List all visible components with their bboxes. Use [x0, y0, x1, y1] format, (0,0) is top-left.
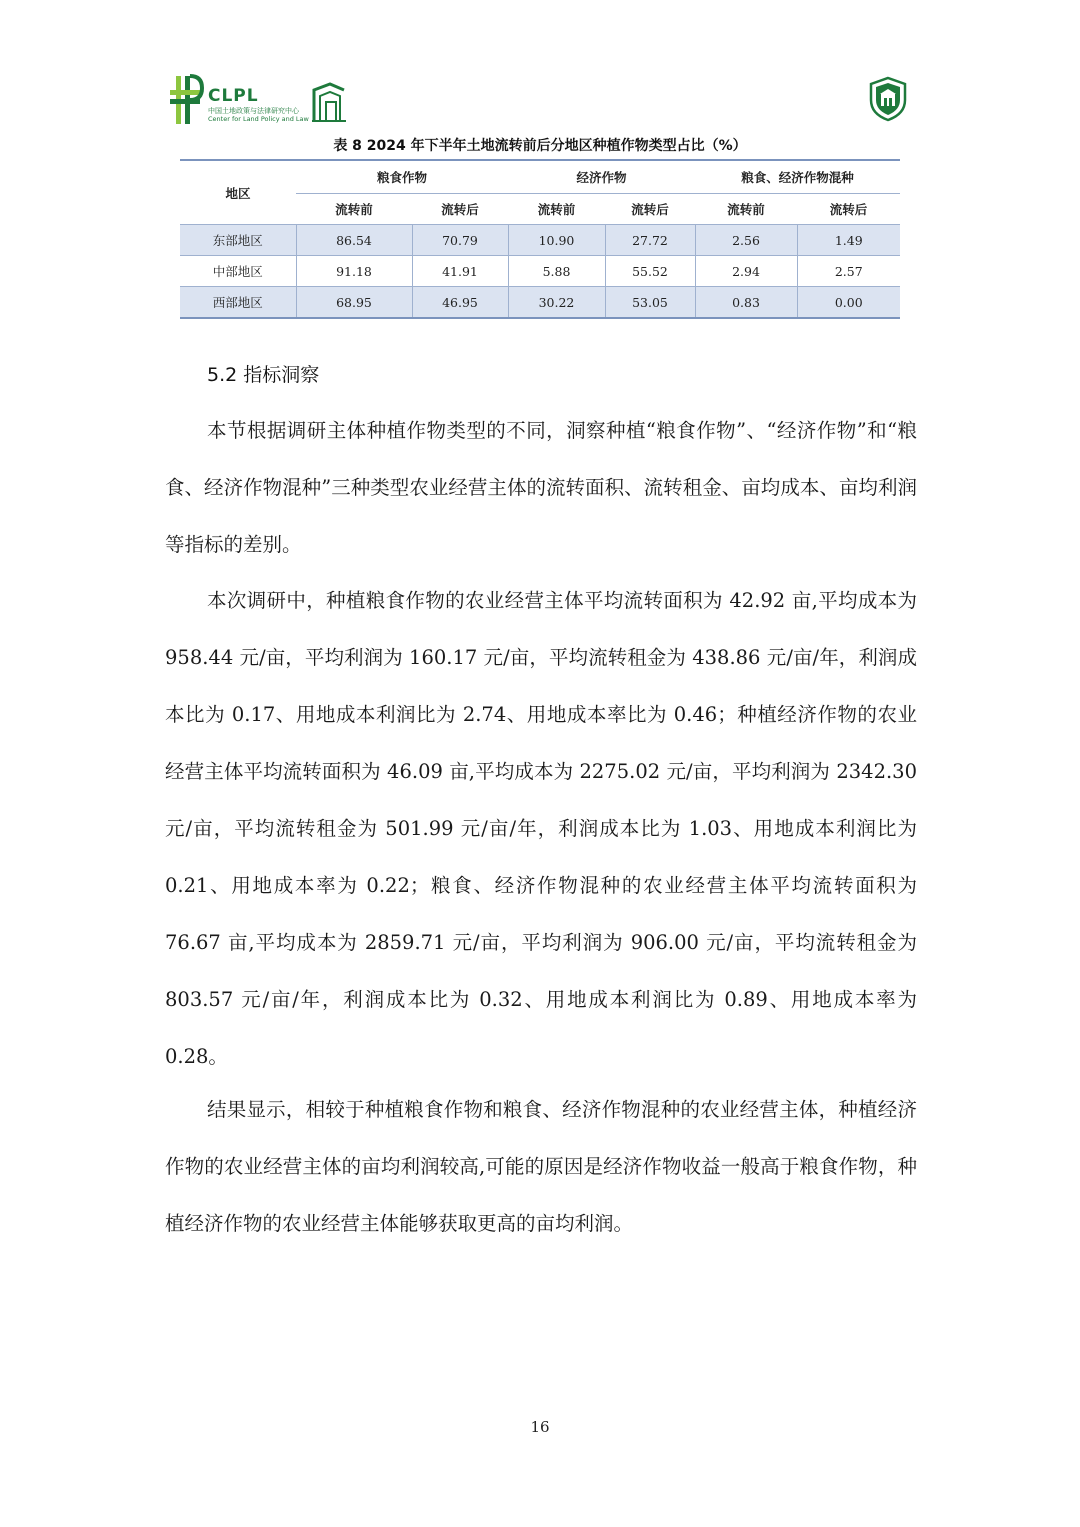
logo-abbr: CLPL	[208, 86, 259, 106]
value-cell: 27.72	[605, 225, 695, 256]
logo-name-cn: 中国土地政策与法律研究中心	[208, 107, 299, 115]
paragraph-conclusion: 结果显示，相较于种植粮食作物和粮食、经济作物混种的农业经营主体，种植经济作物的农业经营主体的亩均利润较高,可能的原因是经济作物收益一般高于粮食作物，种植经济作物的农业经营主体能够获取更高的亩均利润。	[165, 1098, 917, 1235]
region-cell: 东部地区	[180, 225, 296, 256]
value-cell: 68.95	[296, 287, 412, 319]
value-cell: 41.91	[412, 256, 508, 287]
subheader-cell: 流转后	[412, 194, 508, 225]
crop-type-table	[180, 159, 900, 319]
subheader-cell: 流转后	[797, 194, 900, 225]
page-number: 16	[530, 1418, 550, 1436]
group-header-grain: 粮食作物	[296, 160, 508, 194]
value-cell: 86.54	[296, 225, 412, 256]
value-cell: 1.49	[797, 225, 900, 256]
clpl-logo	[170, 72, 360, 128]
table-row	[180, 256, 900, 287]
value-cell: 0.83	[695, 287, 797, 319]
table-row	[180, 287, 900, 319]
group-header-cash: 经济作物	[508, 160, 695, 194]
region-header: 地区	[180, 160, 296, 225]
building-icon	[310, 80, 348, 124]
clpl-mark-icon	[170, 72, 204, 128]
value-cell: 55.52	[605, 256, 695, 287]
value-cell: 2.57	[797, 256, 900, 287]
value-cell: 46.95	[412, 287, 508, 319]
value-cell: 30.22	[508, 287, 605, 319]
value-cell: 91.18	[296, 256, 412, 287]
value-cell: 5.88	[508, 256, 605, 287]
paragraph-intro: 本节根据调研主体种植作物类型的不同，洞察种植“粮食作物”、“经济作物”和“粮食、经济作物混种”三种类型农业经营主体的流转面积、流转租金、亩均成本、亩均利润等指标的差别。	[165, 419, 917, 556]
region-cell: 西部地区	[180, 287, 296, 319]
value-cell: 53.05	[605, 287, 695, 319]
table-row	[180, 225, 900, 256]
value-cell: 70.79	[412, 225, 508, 256]
subheader-cell: 流转前	[296, 194, 412, 225]
value-cell: 2.94	[695, 256, 797, 287]
subheader-cell: 流转后	[605, 194, 695, 225]
subheader-cell: 流转前	[508, 194, 605, 225]
university-seal-icon	[868, 76, 908, 122]
group-header-mixed: 粮食、经济作物混种	[695, 160, 900, 194]
value-cell: 0.00	[797, 287, 900, 319]
value-cell: 10.90	[508, 225, 605, 256]
paragraph-findings: 本次调研中，种植粮食作物的农业经营主体平均流转面积为 42.92 亩,平均成本为 958.44 元/亩，平均利润为 160.17 元/亩，平均流转租金为 438.86 元/亩/年，利润成本比为 0.17、用地成本利润比为 2.74、用地成本率比为 0.46；种植经济作物的农业经营主体平均流转面积为 46.09 亩,平均成本为 2275.02 元/亩，平均利润为 2342.30 元/亩，平均流转租金为 501.99 元/亩/年，利润成本比为 1.03、用地成本利润比为 0.21、用地成本率为 0.22；粮食、经济作物混种的农业经营主体平均流转面积为 76.67 亩,平均成本为 2859.71 元/亩，平均利润为 906.00 元/亩，平均流转租金为 803.57 元/亩/年，利润成本比为 0.32、用地成本利润比为 0.89、用地成本率为 0.28。	[165, 589, 917, 1068]
logo-name-en: Center for Land Policy and Law	[208, 115, 309, 123]
region-cell: 中部地区	[180, 256, 296, 287]
section-heading: 5.2 指标洞察	[207, 364, 320, 386]
subheader-cell: 流转前	[695, 194, 797, 225]
table-header-row	[180, 160, 900, 194]
value-cell: 2.56	[695, 225, 797, 256]
table-caption: 表 8 2024 年下半年土地流转前后分地区种植作物类型占比（%）	[333, 138, 747, 154]
